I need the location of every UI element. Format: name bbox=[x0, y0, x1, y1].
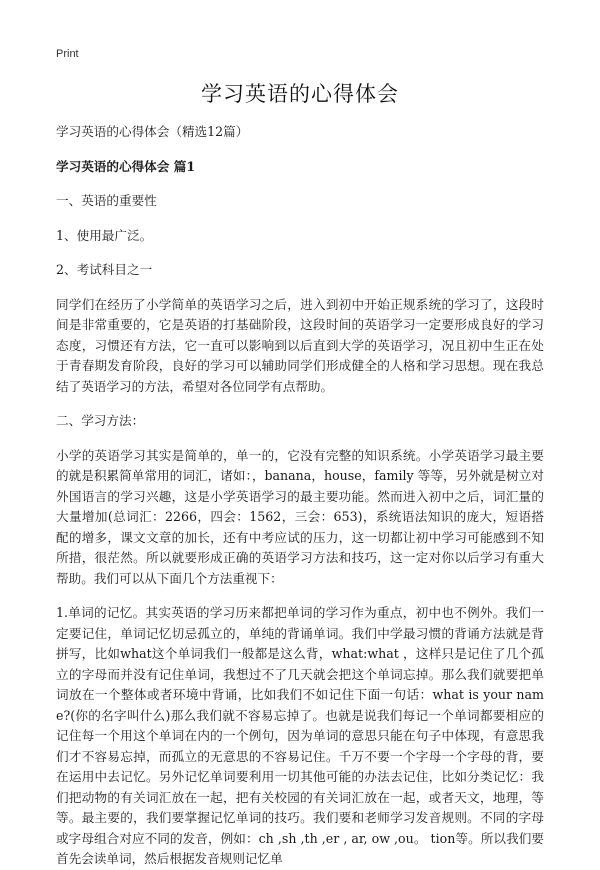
section-heading: 学习英语的心得体会 篇1 bbox=[56, 158, 196, 174]
paragraph-word-memory: 1.单词的记忆。其实英语的学习历来都把单词的学习作为重点，初中也不例外。我们一定要记住，单词记忆切忌孤立的，单纯的背诵单词。我们中学最习惯的背诵方法就是背拼写，比如what这个单词我们一般都是这么背，what:what ，这样只是记住了几个孤立的字母而并没有记住单词，我想过不了几天就会把这个单词忘掉。那么我们就要把单词放在一个整体或者环境中背诵，比如我们不如记住下面一句话：what is your name?(你的名字叫什么)那么我们就不容易忘掉了。也就是说我们每记一个单词都要相应的记住每一个用这个单词在内的一个例句，因为单词的意思只能在句子中体现，有意思我们才不容易忘掉，而孤立的无意思的不容易记住。千万不要一个字母一个字母的背，要在运用中去记忆。另外记忆单词要利用一切其他可能的办法去记住，比如分类记忆：我们把动物的有关词汇放在一起，把有关校园的有关词汇放在一起，或者天文，地理，等等。最主要的，我们要掌握记忆单词的技巧。我们要和老师学习发音规则。不同的字母或字母组合对应不同的发音，例如：ch ,sh ,th ,er , ar, ow ,ou。 tion等。所以我们要首先会读单词，然后根据发音规则记忆单 bbox=[56, 605, 544, 866]
document-title: 学习英语的心得体会 bbox=[201, 82, 399, 106]
document-content bbox=[56, 122, 544, 870]
outline-item-methods: 二、学习方法： bbox=[56, 413, 145, 428]
paragraph-intro: 同学们在经历了小学简单的英语学习之后，进入到初中开始正规系统的学习了，这段时间是非常重要的，它是英语的打基础阶段，这段时间的英语学习一定要形成良好的学习态度，习惯还有方法，它一直可以影响到以后直到大学的英语学习，况且初中生正在处于青春期发育阶段，良好的学习可以辅助同学们形成健全的人格和学习思想。现在我总结了英语学习的方法，希望对各位同学有点帮助。 bbox=[56, 296, 544, 394]
outline-subitem-exam-subject: 2、考试科目之一 bbox=[56, 262, 153, 277]
document-subtitle: 学习英语的心得体会（精选12篇） bbox=[56, 124, 249, 139]
print-label: Print bbox=[56, 48, 79, 60]
outline-item-importance: 一、英语的重要性 bbox=[56, 193, 157, 208]
outline-subitem-widely-used: 1、使用最广泛。 bbox=[56, 227, 153, 243]
paragraph-primary-school: 小学的英语学习其实是简单的，单一的，它没有完整的知识系统。小学英语学习最主要的就是积累简单常用的词汇，诸如：，banana，house，family 等等，另外就是树立对外国语言的学习兴趣，这是小学英语学习的最主要功能。然而进入初中之后，词汇量的大量增加(总词汇：2266，四会：1562，三会：653)，系统语法知识的庞大，短语搭配的增多，课文文章的加长，还有中考应试的压力，这一切都让初中学习可能感到不知所措，很茫然。所以就要形成正确的英语学习方法和技巧，这一定对你以后学习有重大帮助。我们可以从下面几个方法重视下： bbox=[56, 447, 544, 586]
